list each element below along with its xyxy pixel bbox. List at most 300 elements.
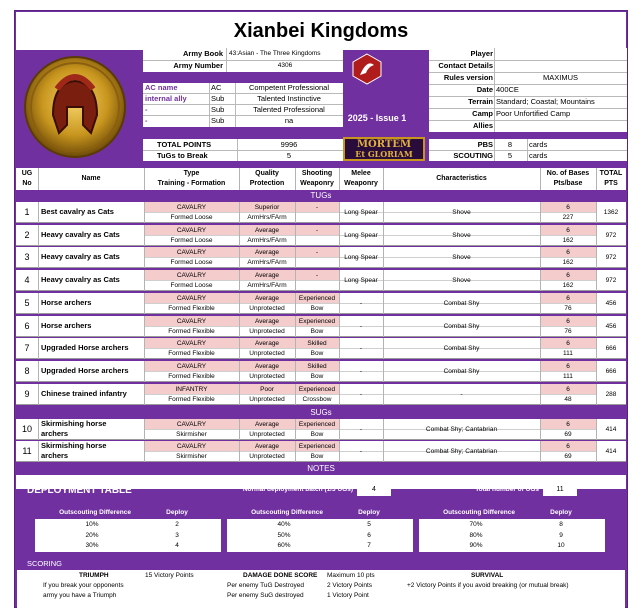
unit-formation: Formed Flexible (168, 372, 215, 380)
column-header: Training - Formation (157, 180, 226, 187)
info-value[interactable]: 400CE (496, 85, 519, 94)
column-divider (38, 270, 39, 291)
pbs-value: 8 (507, 140, 513, 149)
unit-bases: 6 (566, 317, 570, 325)
unit-bases: 6 (566, 340, 570, 348)
pbs-unit: cards (529, 140, 548, 149)
unit-bases: 6 (566, 362, 570, 370)
unit-type: CAVALRY (176, 362, 207, 370)
column-divider (38, 361, 39, 382)
commander-type: Sub (211, 94, 225, 103)
unit-melee: - (359, 390, 363, 398)
unit-quality: Average (254, 226, 280, 234)
commander-role: internal ally (145, 94, 187, 103)
unit-formation: Formed Loose (170, 236, 213, 244)
sugs-band: SUGs (16, 407, 626, 419)
unit-protection: Unprotected (249, 304, 285, 312)
column-header: Pts/base (553, 180, 583, 187)
spartan-helmet-logo (23, 55, 127, 159)
unit-ptsbase: 227 (562, 214, 574, 221)
commander-rating: Competent Professional (248, 83, 330, 92)
unit-name: Heavy cavalry as Cats (41, 229, 120, 239)
column-header: UG (21, 170, 33, 177)
unit-type: CAVALRY (176, 421, 207, 428)
unit-total: 1362 (603, 209, 619, 216)
unit-type: CAVALRY (176, 294, 207, 302)
unit-melee: - (359, 426, 363, 433)
row-divider (16, 222, 626, 223)
unit-total: 972 (605, 254, 617, 262)
deploy-value: 3 (175, 531, 179, 539)
column-divider (596, 168, 597, 190)
row-divider (16, 358, 626, 359)
total-points-label: TOTAL POINTS (157, 140, 212, 149)
info-divider (429, 72, 627, 73)
commander-role: - (145, 105, 148, 114)
unit-name: Horse archers (41, 297, 92, 307)
unit-total: 972 (605, 231, 617, 239)
info-label: Date (476, 85, 493, 94)
deployment-batch-label: Normal deployment batch (1/3 UGs) (242, 486, 353, 493)
unit-melee: - (359, 322, 363, 330)
scoring-title: SCORING (27, 559, 63, 568)
unit-quality: Average (254, 362, 280, 370)
table-row[interactable] (16, 384, 626, 405)
info-divider (429, 84, 627, 85)
tugs-to-break-label: TuGs to Break (157, 151, 208, 160)
column-header: Quality (255, 170, 279, 177)
unit-total: 972 (605, 277, 617, 285)
column-header: Shooting (301, 170, 333, 177)
unit-melee: - (359, 367, 363, 375)
unit-number: 5 (24, 297, 30, 308)
info-value[interactable] (496, 61, 625, 71)
unit-type: CAVALRY (176, 226, 207, 234)
unit-ptsbase: 69 (564, 453, 572, 460)
unit-melee: - (359, 345, 363, 353)
info-label: Camp (472, 109, 493, 118)
outscouting-header: Outscouting Difference (59, 509, 131, 516)
unit-formation: Formed Flexible (168, 395, 215, 403)
unit-melee: Long Spear (344, 254, 378, 262)
unit-shooting: Skilled (307, 340, 327, 348)
column-header: Weaponry (344, 180, 378, 187)
unit-type: CAVALRY (176, 340, 207, 348)
column-header: Melee (351, 170, 371, 177)
unit-quality: Average (254, 443, 280, 450)
damage-line-2: Per enemy SuG destroyed (227, 592, 304, 599)
table-row[interactable] (16, 293, 626, 314)
survival-line-1: +2 Victory Points if you avoid breaking (or mutual break) (407, 582, 569, 589)
column-divider (38, 293, 39, 314)
column-header: Name (81, 175, 101, 182)
row-divider (16, 404, 626, 405)
outscouting-difference: 10% (85, 521, 99, 528)
notes-band: NOTES (16, 463, 626, 475)
unit-bases: 6 (566, 294, 570, 302)
tugs-band: TUGs (16, 190, 626, 202)
deploy-value: 5 (367, 521, 371, 528)
unit-formation: Skirmisher (176, 431, 207, 438)
info-value[interactable]: MAXIMUS (542, 73, 578, 82)
row-divider (16, 336, 626, 337)
unit-protection: Unprotected (249, 372, 285, 380)
commander-type: Sub (211, 116, 225, 125)
unit-number: 8 (24, 365, 30, 376)
info-divider (494, 48, 495, 132)
unit-quality: Average (254, 272, 280, 280)
unit-shoot_weapon: Bow (310, 304, 324, 312)
unit-name: Skirmishing horse (41, 419, 107, 428)
unit-characteristics: Combat Shy (443, 322, 480, 330)
column-header: PTS (604, 180, 618, 187)
info-divider (429, 96, 627, 97)
info-divider (429, 108, 627, 109)
commander-divider (143, 104, 343, 105)
unit-bases: 6 (566, 421, 570, 428)
column-divider (38, 384, 39, 405)
unit-ptsbase: 111 (563, 372, 573, 380)
row-divider (16, 381, 626, 382)
unit-name: Upgraded Horse archers (41, 365, 129, 375)
unit-total: 666 (605, 345, 617, 353)
unit-characteristics: Combat Shy (443, 299, 480, 307)
tugs-to-break-value: 5 (286, 151, 292, 160)
unit-bases: 6 (566, 385, 570, 393)
commander-divider (143, 93, 343, 94)
unit-name: archers (41, 451, 69, 460)
outscouting-difference: 30% (85, 542, 99, 549)
scouting-value: 5 (507, 151, 513, 160)
outscouting-header: Outscouting Difference (443, 509, 515, 516)
column-divider (38, 338, 39, 359)
column-divider (38, 168, 39, 190)
unit-bases: 6 (566, 443, 570, 450)
unit-protection: Unprotected (249, 453, 285, 460)
commander-type: Sub (211, 105, 225, 114)
damage-max: Maximum 10 pts (327, 572, 375, 579)
unit-melee: - (359, 299, 363, 307)
table-row[interactable] (16, 361, 626, 382)
column-header: No. of Bases (546, 170, 590, 177)
unit-characteristics: Combat Shy (443, 345, 480, 353)
unit-number: 1 (24, 207, 30, 217)
unit-ptsbase: 48 (564, 395, 572, 403)
commander-divider (143, 115, 343, 116)
table-row[interactable] (16, 247, 626, 268)
row-divider (16, 267, 626, 268)
unit-protection: Unprotected (249, 350, 285, 358)
info-value[interactable]: Poor Unfortified Camp (496, 109, 571, 118)
deployment-batch-value: 4 (357, 484, 391, 496)
unit-number: 10 (21, 424, 32, 434)
row-divider (16, 439, 626, 440)
column-divider (38, 247, 39, 268)
unit-number: 2 (24, 229, 30, 240)
unit-ptsbase: 162 (562, 236, 574, 244)
issue-label: 2025 - Issue 1 (347, 113, 407, 123)
unit-quality: Average (254, 317, 280, 325)
column-header: No (22, 180, 32, 187)
triumph-line-1: If you break your opponents (43, 582, 124, 589)
unit-shoot_weapon: Crossbow (302, 395, 332, 403)
info-label: Contact Details (438, 61, 493, 70)
info-divider (429, 60, 627, 61)
unit-melee: Long Spear (344, 231, 378, 239)
table-row[interactable] (16, 202, 626, 223)
info-label: Player (470, 49, 493, 58)
unit-shooting: Experienced (298, 294, 336, 302)
outscouting-header: Outscouting Difference (251, 509, 323, 516)
logo-text-mortem: MORTEM (356, 139, 412, 150)
info-value[interactable]: Standard; Coastal; Mountains (496, 97, 595, 106)
scouting-label: SCOUTING (453, 151, 493, 160)
table-row[interactable] (16, 441, 626, 462)
column-divider (383, 168, 384, 190)
unit-total: 666 (605, 367, 617, 375)
commander-rating: Talented Instinctive (257, 94, 321, 103)
unit-name: archers (41, 429, 69, 438)
unit-formation: Formed Flexible (168, 350, 215, 358)
unit-number: 6 (24, 320, 30, 331)
unit-melee: - (359, 448, 363, 455)
unit-shoot_weapon: Bow (310, 327, 324, 335)
table-row[interactable] (16, 225, 626, 246)
survival-title: SURVIVAL (471, 572, 504, 579)
unit-shooting: - (315, 204, 319, 211)
unit-shooting: Experienced (298, 385, 336, 393)
info-label: Terrain (468, 97, 493, 106)
unit-bases: 6 (566, 226, 570, 234)
deployment-title: DEPLOYMENT TABLE (27, 485, 132, 496)
unit-characteristics: Shove (452, 231, 471, 239)
row-divider (16, 313, 626, 314)
logo-text-gloriam: Et GLORIAM (355, 149, 413, 159)
commander-rating: Talented Professional (253, 105, 325, 114)
unit-quality: Average (254, 340, 280, 348)
column-divider (38, 419, 39, 440)
column-header: Type (183, 170, 200, 177)
unit-name: Horse archers (41, 320, 92, 330)
unit-name: Chinese trained infantry (41, 388, 127, 398)
table-row[interactable] (16, 316, 626, 337)
unit-quality: Superior (254, 204, 280, 211)
unit-shooting: Experienced (298, 317, 336, 325)
unit-protection: Unprotected (249, 327, 285, 335)
column-header: TOTAL (599, 170, 623, 177)
unit-quality: Average (254, 294, 280, 302)
unit-shooting: Skilled (307, 362, 327, 370)
unit-bases: 6 (566, 272, 570, 280)
unit-total: 456 (605, 299, 617, 307)
unit-protection: ArmHrs/FArm (247, 282, 287, 290)
damage-title: DAMAGE DONE SCORE (243, 572, 318, 579)
army-number-value: 4306 (277, 62, 293, 69)
column-header: Weaponry (300, 180, 334, 187)
column-divider (239, 168, 240, 190)
army-book-label: Army Book (182, 49, 223, 58)
table-row[interactable] (16, 419, 626, 440)
unit-protection: ArmHrs/FArm (247, 236, 287, 244)
commander-rating: na (284, 116, 294, 125)
unit-number: 4 (24, 275, 30, 286)
commander-type: AC (211, 83, 222, 92)
outscouting-difference: 70% (469, 521, 483, 528)
deploy-value: 8 (559, 521, 563, 528)
unit-bases: 6 (566, 249, 570, 257)
unit-formation: Skirmisher (176, 453, 207, 460)
unit-name: Skirmishing horse (41, 441, 107, 450)
row-divider (16, 290, 626, 291)
unit-name: Heavy cavalry as Cats (41, 252, 120, 262)
deploy-value: 10 (557, 542, 565, 549)
pbs-label: PBS (477, 140, 493, 149)
unit-name: Best cavalry as Cats (41, 207, 114, 216)
unit-shoot_weapon: Bow (310, 372, 324, 380)
unit-total: 414 (605, 448, 617, 455)
unit-quality: Average (254, 421, 280, 428)
outscouting-difference: 60% (277, 542, 291, 549)
unit-name: Heavy cavalry as Cats (41, 275, 120, 285)
outscouting-difference: 80% (469, 531, 483, 539)
unit-characteristics: - (460, 390, 463, 398)
unit-formation: Formed Flexible (168, 304, 215, 312)
deploy-value: 7 (367, 542, 371, 549)
unit-formation: Formed Loose (170, 214, 213, 221)
unit-type: CAVALRY (176, 204, 207, 211)
damage-value-1: 2 Victory Points (327, 582, 373, 589)
unit-protection: ArmHrs/FArm (247, 214, 287, 221)
outscouting-difference: 90% (469, 542, 483, 549)
deploy-header: Deploy (550, 509, 572, 516)
unit-shoot_weapon: Bow (310, 350, 324, 358)
unit-protection: ArmHrs/FArm (247, 259, 287, 267)
mortem-et-gloriam-logo (343, 137, 425, 161)
commander-role: AC name (145, 83, 178, 92)
unit-melee: Long Spear (344, 277, 378, 285)
column-divider (144, 168, 145, 190)
column-header: Characteristics (436, 175, 487, 182)
unit-quality: Poor (260, 385, 274, 393)
unit-characteristics: Combat Shy; Cantabrian (425, 448, 498, 455)
unit-type: INFANTRY (175, 385, 208, 393)
total-ugs-value: 11 (543, 484, 577, 496)
unit-type: CAVALRY (176, 272, 207, 280)
unit-name: Upgraded Horse archers (41, 343, 129, 353)
unit-shoot_weapon: Bow (310, 431, 324, 438)
triumph-title: TRIUMPH (79, 572, 109, 579)
unit-total: 456 (605, 322, 617, 330)
unit-number: 11 (22, 446, 32, 456)
unit-protection: Unprotected (249, 431, 285, 438)
unit-shooting: - (315, 226, 319, 234)
outscouting-difference: 40% (277, 521, 291, 528)
info-value[interactable] (496, 49, 625, 59)
commander-role: - (145, 116, 148, 125)
triumph-line-2: army you have a Triumph (43, 592, 117, 599)
unit-ptsbase: 162 (562, 282, 574, 290)
info-label: Rules version (443, 73, 493, 82)
deploy-value: 2 (175, 521, 179, 528)
deploy-value: 4 (175, 542, 179, 549)
unit-type: CAVALRY (176, 249, 207, 257)
deploy-header: Deploy (166, 509, 188, 516)
deploy-value: 6 (367, 531, 371, 539)
unit-characteristics: Combat Shy; Cantabrian (425, 426, 498, 433)
unit-shooting: Experienced (298, 443, 336, 450)
column-divider (38, 316, 39, 337)
commander-divider (209, 83, 210, 127)
column-divider (38, 441, 39, 462)
unit-characteristics: Shove (452, 254, 471, 262)
unit-ptsbase: 162 (562, 259, 574, 267)
army-number-label: Army Number (173, 61, 223, 70)
total-points-value: 9996 (280, 140, 298, 149)
unit-number: 3 (24, 252, 30, 263)
unit-characteristics: Shove (452, 277, 471, 285)
column-divider (38, 202, 39, 223)
column-divider (295, 168, 296, 190)
unit-number: 7 (24, 343, 30, 354)
column-header: Protection (249, 180, 285, 187)
unit-characteristics: Combat Shy (443, 367, 480, 375)
deploy-header: Deploy (358, 509, 380, 516)
unit-shooting: - (315, 249, 319, 257)
unit-melee: Long Spear (344, 209, 378, 216)
page-title: Xianbei Kingdoms (16, 12, 626, 50)
unit-bases: 6 (566, 204, 570, 211)
unit-ptsbase: 76 (564, 327, 572, 335)
row-divider (16, 245, 626, 246)
total-ugs-label: Total number of UGs (475, 486, 539, 493)
unit-quality: Average (254, 249, 280, 257)
outscouting-difference: 20% (85, 531, 99, 539)
unit-shoot_weapon: Bow (310, 453, 324, 460)
unit-total: 288 (605, 390, 617, 398)
info-divider (429, 120, 627, 121)
triumph-points: 15 Victory Points (145, 572, 194, 579)
unit-type: CAVALRY (176, 317, 207, 325)
commander-divider (235, 83, 236, 127)
row-divider (16, 461, 626, 462)
column-divider (339, 168, 340, 190)
unit-total: 414 (605, 426, 617, 433)
unit-characteristics: Shove (452, 209, 471, 216)
unit-formation: Formed Flexible (168, 327, 215, 335)
info-value[interactable] (496, 121, 625, 131)
column-divider (38, 225, 39, 246)
unit-formation: Formed Loose (170, 282, 213, 290)
unit-shooting: Experienced (298, 421, 336, 428)
unit-ptsbase: 76 (564, 304, 572, 312)
army-list-sheet (14, 10, 628, 608)
table-row[interactable] (16, 338, 626, 359)
outscouting-difference: 50% (277, 531, 291, 539)
army-book-value: 43:Asian - The Three Kingdoms (229, 50, 321, 57)
unit-formation: Formed Loose (170, 259, 213, 267)
unit-number: 9 (24, 388, 30, 399)
unit-protection: Unprotected (249, 395, 285, 403)
deploy-value: 9 (559, 531, 563, 539)
damage-line-1: Per enemy TuG Destroyed (227, 582, 304, 589)
table-row[interactable] (16, 270, 626, 291)
scouting-unit: cards (529, 151, 548, 160)
unit-type: CAVALRY (176, 443, 207, 450)
info-label: Allies (472, 121, 493, 130)
mortem-emblem-icon (352, 53, 382, 85)
unit-shooting: - (315, 272, 319, 280)
unit-ptsbase: 69 (564, 431, 572, 438)
